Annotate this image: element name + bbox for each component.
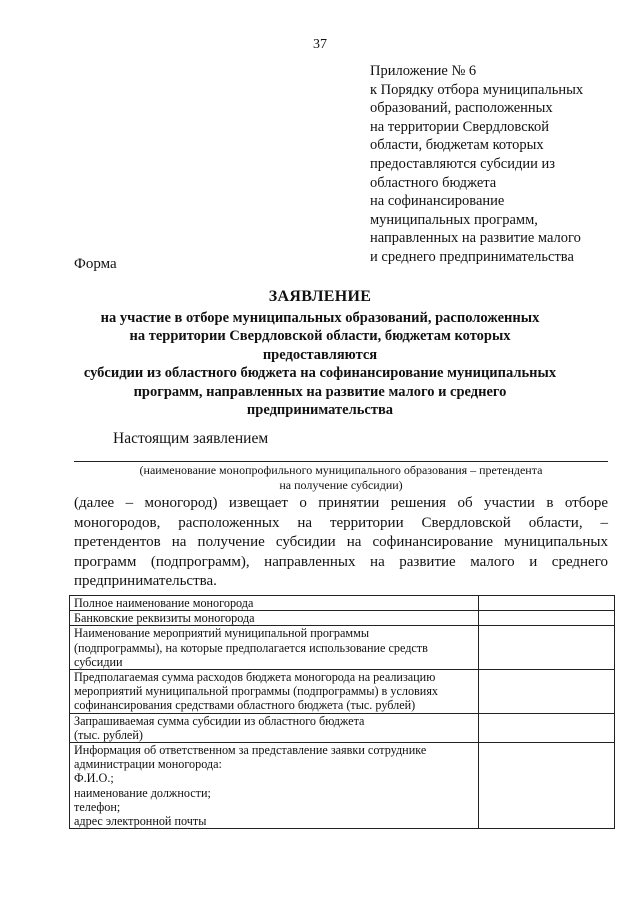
row-label (70, 743, 479, 829)
application-info-table (69, 595, 615, 829)
document-subtitle (80, 309, 560, 419)
subtitle-line: субсидии из областного бюджета на софинансирование муниципальных (83, 365, 557, 382)
appendix-header (370, 62, 620, 267)
row-label-line: мероприятий муниципальной программы (подпрограммы) в условиях (74, 684, 439, 699)
appendix-line: предоставляются субсидии из (370, 155, 555, 172)
intro-text: Настоящим заявлением (113, 430, 269, 447)
subtitle-line: на участие в отборе муниципальных образований, расположенных (100, 310, 540, 326)
page-number: 37 (313, 37, 327, 52)
row-value (478, 626, 614, 670)
row-label-line: администрации моногорода: (74, 757, 222, 772)
appendix-line: на территории Свердловской (370, 118, 549, 135)
row-label-line: (подпрограммы), на которые предполагается использование средств (74, 640, 428, 655)
row-label-line: Запрашиваемая сумма субсидии из областного бюджета (74, 713, 365, 728)
row-label (70, 626, 479, 670)
row-label-line: Банковские реквизиты моногорода (74, 611, 255, 626)
appendix-line: образований, расположенных (370, 100, 553, 117)
row-label-line: телефон; (74, 799, 121, 814)
row-label-line: Наименование мероприятий муниципальной программы (74, 626, 370, 641)
row-label-line: адрес электронной почты (74, 814, 207, 829)
form-label: Форма (74, 256, 117, 272)
row-label (70, 596, 479, 611)
table-row (70, 596, 615, 611)
row-label-line: наименование должности; (74, 785, 211, 800)
appendix-line: областного бюджета (370, 174, 497, 191)
appendix-line: Приложение № 6 (370, 63, 477, 79)
table-row (70, 626, 615, 670)
row-label-line: Предполагаемая сумма расходов бюджета моногорода на реализацию (74, 670, 436, 685)
subtitle-line: на территории Свердловской области, бюджетам которых предоставляются (129, 328, 511, 363)
row-value (478, 670, 614, 714)
appendix-line: к Порядку отбора муниципальных (370, 81, 584, 98)
row-value (478, 743, 614, 829)
row-value (478, 596, 614, 611)
row-label-line: Полное наименование моногорода (74, 596, 254, 610)
row-value (478, 611, 614, 626)
row-label-line: софинансирования средствами областного бюджета (тыс. рублей) (74, 698, 416, 713)
row-label-line: Ф.И.О.; (74, 771, 114, 786)
table-row (70, 670, 615, 714)
row-label-line: Информация об ответственном за представление заявки сотруднике (74, 743, 427, 758)
appendix-line: муниципальных программ, (370, 211, 538, 228)
table-row (70, 743, 615, 829)
row-label-line: (тыс. рублей) (74, 727, 143, 742)
municipality-name-fill-line (74, 461, 608, 462)
caption-line: на получение субсидии) (279, 477, 403, 492)
appendix-line: направленных на развитие малого (370, 230, 581, 247)
fill-line-caption (74, 463, 608, 492)
table-row (70, 611, 615, 626)
document-title: ЗАЯВЛЕНИЕ (268, 288, 372, 305)
subtitle-line: предпринимательства (246, 402, 394, 419)
appendix-line: на софинансирование (370, 193, 505, 210)
row-value (478, 713, 614, 742)
row-label (70, 670, 479, 714)
appendix-line: области, бюджетам которых (370, 137, 544, 154)
body-paragraph: (далее – моногород) извещает о принятии решения об участии в отборе моногородов, расположенных на территории Свердловской области, – претендентов на получение субсидии на софинансирование муниципальных программ (подпрограмм), направленных на развитие малого и среднего предпринимательства. (74, 495, 608, 590)
row-label-line: субсидии (74, 654, 123, 669)
table-row (70, 713, 615, 742)
row-label (70, 713, 479, 742)
subtitle-line: программ, направленных на развитие малого и среднего (133, 383, 507, 400)
appendix-line: и среднего предпринимательства (370, 248, 574, 265)
row-label (70, 611, 479, 626)
caption-line: (наименование монопрофильного муниципального образования – претендента (139, 463, 543, 477)
